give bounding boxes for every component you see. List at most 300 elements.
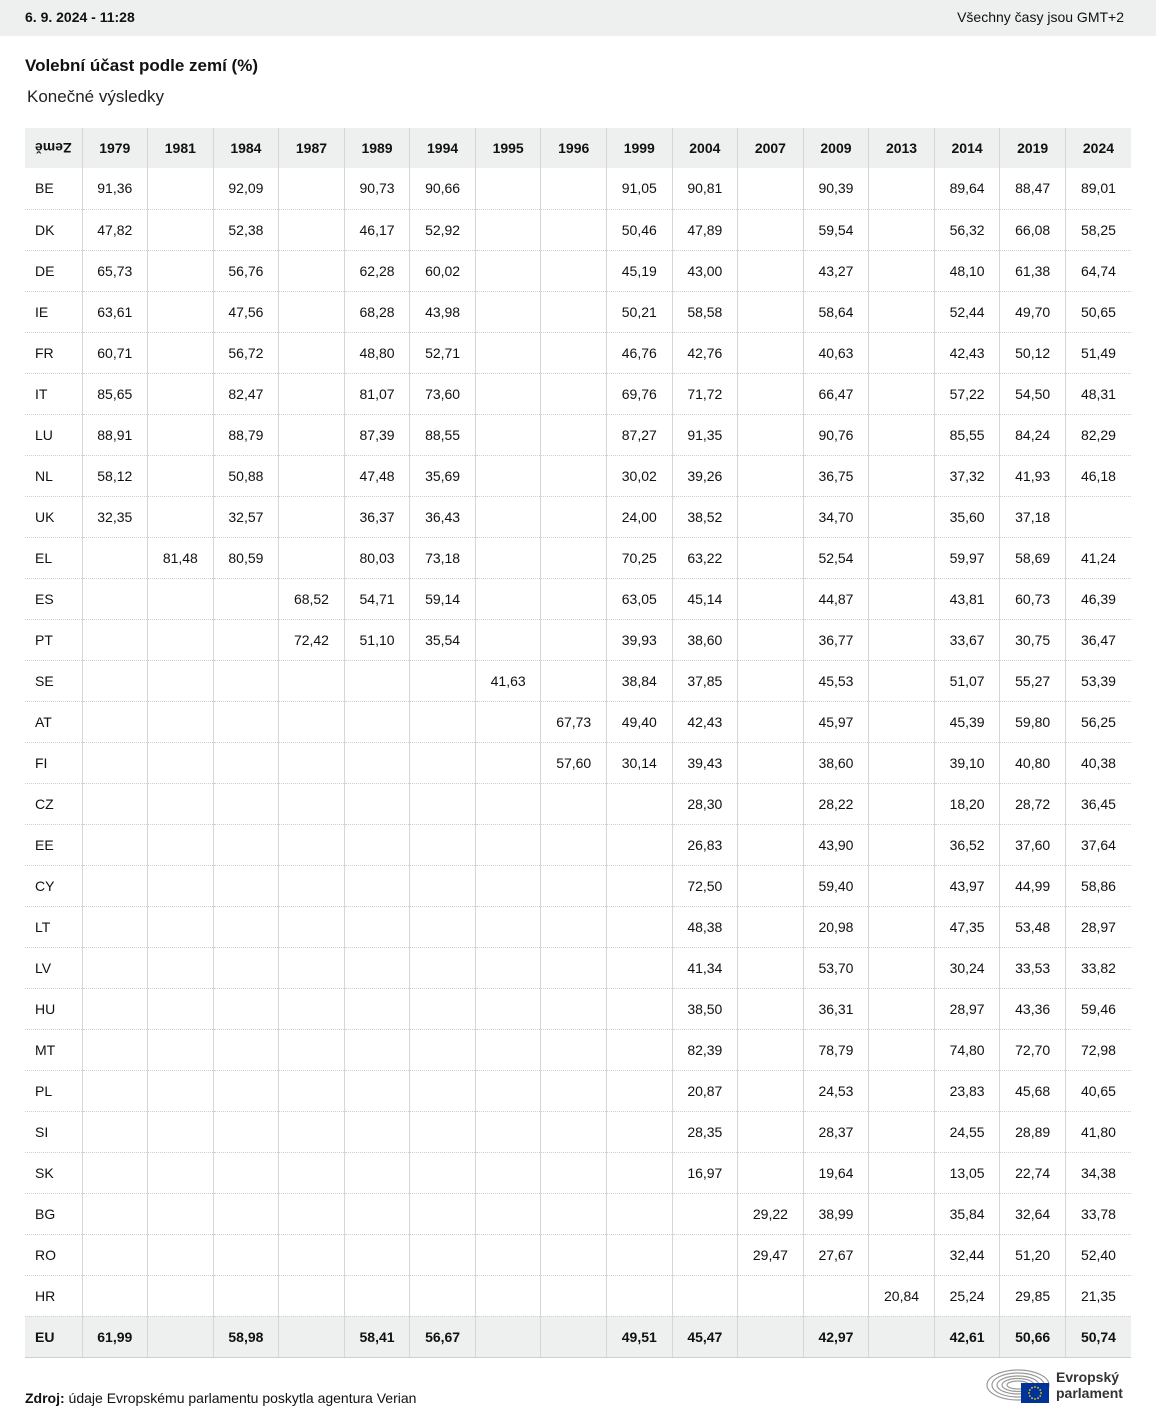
- turnout-cell: 49,40: [607, 701, 673, 742]
- turnout-cell: 82,39: [672, 1029, 738, 1070]
- turnout-cell: [541, 783, 607, 824]
- turnout-cell: 39,10: [934, 742, 1000, 783]
- turnout-cell: [279, 168, 345, 209]
- turnout-cell: [869, 1234, 935, 1275]
- turnout-cell: 37,85: [672, 660, 738, 701]
- turnout-cell: 90,66: [410, 168, 476, 209]
- country-code: EE: [25, 824, 82, 865]
- turnout-cell: [148, 1316, 214, 1357]
- turnout-cell: [607, 865, 673, 906]
- turnout-cell: [279, 414, 345, 455]
- turnout-cell: 33,82: [1065, 947, 1131, 988]
- turnout-cell: [344, 1193, 410, 1234]
- turnout-cell: [279, 865, 345, 906]
- turnout-cell: [738, 578, 804, 619]
- turnout-cell: 87,27: [607, 414, 673, 455]
- turnout-cell: 61,38: [1000, 250, 1066, 291]
- turnout-cell: 28,22: [803, 783, 869, 824]
- turnout-cell: 38,60: [803, 742, 869, 783]
- turnout-cell: [738, 947, 804, 988]
- country-code: ES: [25, 578, 82, 619]
- turnout-cell: 88,47: [1000, 168, 1066, 209]
- column-header-year: 1989: [344, 128, 410, 168]
- turnout-cell: [213, 701, 279, 742]
- turnout-cell: 56,32: [934, 209, 1000, 250]
- turnout-cell: [344, 1070, 410, 1111]
- turnout-cell: [344, 1029, 410, 1070]
- turnout-cell: 49,51: [607, 1316, 673, 1357]
- country-code: EL: [25, 537, 82, 578]
- turnout-cell: [82, 537, 148, 578]
- turnout-cell: [475, 1111, 541, 1152]
- turnout-cell: [344, 1111, 410, 1152]
- turnout-cell: 50,74: [1065, 1316, 1131, 1357]
- turnout-cell: [869, 250, 935, 291]
- turnout-cell: 25,24: [934, 1275, 1000, 1316]
- turnout-cell: [213, 1234, 279, 1275]
- turnout-cell: [607, 1275, 673, 1316]
- turnout-cell: [148, 1070, 214, 1111]
- turnout-cell: 40,63: [803, 332, 869, 373]
- turnout-cell: [148, 414, 214, 455]
- turnout-cell: [869, 1152, 935, 1193]
- turnout-cell: [410, 1234, 476, 1275]
- turnout-cell: 41,34: [672, 947, 738, 988]
- turnout-cell: [541, 1070, 607, 1111]
- turnout-cell: 32,57: [213, 496, 279, 537]
- turnout-cell: 89,64: [934, 168, 1000, 209]
- turnout-cell: 72,42: [279, 619, 345, 660]
- turnout-cell: [213, 578, 279, 619]
- turnout-cell: [82, 578, 148, 619]
- turnout-cell: [541, 906, 607, 947]
- turnout-cell: [410, 824, 476, 865]
- turnout-cell: 52,40: [1065, 1234, 1131, 1275]
- turnout-cell: 36,52: [934, 824, 1000, 865]
- turnout-cell: 57,22: [934, 373, 1000, 414]
- turnout-cell: [279, 332, 345, 373]
- turnout-cell: 43,36: [1000, 988, 1066, 1029]
- turnout-cell: [475, 865, 541, 906]
- turnout-cell: [475, 414, 541, 455]
- turnout-cell: [148, 373, 214, 414]
- table-row: [25, 1193, 1131, 1234]
- column-header-year: 1981: [148, 128, 214, 168]
- turnout-cell: 24,53: [803, 1070, 869, 1111]
- turnout-cell: 20,84: [869, 1275, 935, 1316]
- turnout-cell: [541, 291, 607, 332]
- table-row: [25, 332, 1131, 373]
- turnout-cell: [475, 824, 541, 865]
- turnout-cell: 28,97: [1065, 906, 1131, 947]
- turnout-cell: 58,41: [344, 1316, 410, 1357]
- table-row: [25, 824, 1131, 865]
- column-header-year: 1994: [410, 128, 476, 168]
- turnout-cell: [344, 701, 410, 742]
- turnout-cell: 35,54: [410, 619, 476, 660]
- turnout-cell: 42,43: [934, 332, 1000, 373]
- country-code: FR: [25, 332, 82, 373]
- turnout-cell: [279, 496, 345, 537]
- turnout-cell: 37,18: [1000, 496, 1066, 537]
- turnout-cell: 37,64: [1065, 824, 1131, 865]
- turnout-cell: [738, 783, 804, 824]
- column-header-year: 2014: [934, 128, 1000, 168]
- turnout-cell: 43,90: [803, 824, 869, 865]
- turnout-cell: 88,55: [410, 414, 476, 455]
- column-header-year: 1999: [607, 128, 673, 168]
- page-title: Volební účast podle zemí (%): [25, 56, 258, 75]
- flag-star-icon: [1037, 1397, 1039, 1399]
- turnout-cell: 45,53: [803, 660, 869, 701]
- page-subtitle: Konečné výsledky: [27, 87, 165, 106]
- turnout-cell: 49,70: [1000, 291, 1066, 332]
- turnout-cell: [82, 1275, 148, 1316]
- turnout-cell: 45,14: [672, 578, 738, 619]
- turnout-cell: 70,25: [607, 537, 673, 578]
- turnout-cell: 80,03: [344, 537, 410, 578]
- turnout-cell: 58,86: [1065, 865, 1131, 906]
- turnout-cell: 51,10: [344, 619, 410, 660]
- turnout-cell: [738, 988, 804, 1029]
- turnout-cell: [82, 1070, 148, 1111]
- turnout-cell: [148, 578, 214, 619]
- table-row: [25, 168, 1131, 209]
- turnout-cell: 36,75: [803, 455, 869, 496]
- table-row: [25, 865, 1131, 906]
- turnout-cell: 81,07: [344, 373, 410, 414]
- turnout-cell: [541, 578, 607, 619]
- turnout-cell: [410, 1275, 476, 1316]
- turnout-cell: [279, 783, 345, 824]
- turnout-cell: 28,35: [672, 1111, 738, 1152]
- turnout-cell: [541, 537, 607, 578]
- turnout-cell: 47,82: [82, 209, 148, 250]
- turnout-cell: 42,97: [803, 1316, 869, 1357]
- turnout-cell: 40,80: [1000, 742, 1066, 783]
- turnout-cell: [738, 1029, 804, 1070]
- turnout-cell: 16,97: [672, 1152, 738, 1193]
- country-code: DE: [25, 250, 82, 291]
- turnout-cell: [213, 619, 279, 660]
- turnout-cell: [82, 619, 148, 660]
- turnout-cell: 50,46: [607, 209, 673, 250]
- flag-star-icon: [1040, 1392, 1042, 1394]
- turnout-cell: [738, 291, 804, 332]
- turnout-cell: [475, 1152, 541, 1193]
- turnout-cell: 59,46: [1065, 988, 1131, 1029]
- turnout-cell: [82, 742, 148, 783]
- column-header-year: 1987: [279, 128, 345, 168]
- turnout-cell: [213, 906, 279, 947]
- turnout-cell: 91,05: [607, 168, 673, 209]
- turnout-cell: [738, 168, 804, 209]
- turnout-cell: 52,54: [803, 537, 869, 578]
- turnout-cell: [869, 660, 935, 701]
- turnout-cell: [148, 701, 214, 742]
- turnout-cell: 42,76: [672, 332, 738, 373]
- turnout-cell: [869, 168, 935, 209]
- turnout-cell: 47,35: [934, 906, 1000, 947]
- turnout-cell: [279, 988, 345, 1029]
- turnout-cell: [213, 947, 279, 988]
- turnout-cell: [344, 660, 410, 701]
- turnout-cell: [869, 742, 935, 783]
- turnout-cell: 47,89: [672, 209, 738, 250]
- turnout-cell: 30,24: [934, 947, 1000, 988]
- turnout-cell: [148, 783, 214, 824]
- turnout-cell: [869, 783, 935, 824]
- turnout-cell: [738, 455, 804, 496]
- turnout-cell: [541, 414, 607, 455]
- turnout-cell: 28,30: [672, 783, 738, 824]
- turnout-cell: 46,76: [607, 332, 673, 373]
- turnout-cell: [475, 1193, 541, 1234]
- source-label: Zdroj:: [25, 1390, 65, 1406]
- country-code: LU: [25, 414, 82, 455]
- turnout-cell: [213, 1070, 279, 1111]
- turnout-cell: [541, 947, 607, 988]
- turnout-cell: [148, 1029, 214, 1070]
- turnout-cell: 35,69: [410, 455, 476, 496]
- turnout-cell: 13,05: [934, 1152, 1000, 1193]
- turnout-cell: [213, 742, 279, 783]
- turnout-cell: 26,83: [672, 824, 738, 865]
- turnout-cell: 56,76: [213, 250, 279, 291]
- turnout-cell: [541, 373, 607, 414]
- turnout-cell: [541, 332, 607, 373]
- country-code: HR: [25, 1275, 82, 1316]
- turnout-cell: 68,28: [344, 291, 410, 332]
- turnout-cell: [738, 906, 804, 947]
- turnout-cell: [869, 1316, 935, 1357]
- turnout-cell: 54,71: [344, 578, 410, 619]
- turnout-cell: 53,39: [1065, 660, 1131, 701]
- turnout-cell: 66,08: [1000, 209, 1066, 250]
- flag-star-icon: [1031, 1397, 1033, 1399]
- turnout-cell: [475, 291, 541, 332]
- turnout-cell: [607, 1111, 673, 1152]
- turnout-cell: 40,65: [1065, 1070, 1131, 1111]
- turnout-cell: [869, 291, 935, 332]
- turnout-cell: 34,70: [803, 496, 869, 537]
- turnout-cell: 91,35: [672, 414, 738, 455]
- turnout-cell: [344, 988, 410, 1029]
- turnout-cell: [148, 947, 214, 988]
- turnout-cell: [738, 496, 804, 537]
- turnout-cell: [148, 1152, 214, 1193]
- turnout-cell: [738, 742, 804, 783]
- flag-star-icon: [1034, 1386, 1036, 1388]
- turnout-cell: 28,72: [1000, 783, 1066, 824]
- table-row: [25, 619, 1131, 660]
- turnout-cell: [475, 578, 541, 619]
- turnout-cell: [738, 332, 804, 373]
- table-body: [25, 168, 1131, 1357]
- turnout-cell: [410, 701, 476, 742]
- country-code: EU: [25, 1316, 82, 1357]
- turnout-cell: 50,12: [1000, 332, 1066, 373]
- turnout-cell: [869, 209, 935, 250]
- turnout-cell: 73,18: [410, 537, 476, 578]
- country-code: CZ: [25, 783, 82, 824]
- turnout-cell: 72,98: [1065, 1029, 1131, 1070]
- turnout-cell: 33,78: [1065, 1193, 1131, 1234]
- turnout-cell: [738, 824, 804, 865]
- turnout-cell: 82,47: [213, 373, 279, 414]
- table-row: [25, 209, 1131, 250]
- table-row: [25, 1029, 1131, 1070]
- turnout-cell: [213, 660, 279, 701]
- turnout-cell: [148, 619, 214, 660]
- turnout-cell: [475, 332, 541, 373]
- turnout-cell: [738, 701, 804, 742]
- country-code: NL: [25, 455, 82, 496]
- table-header-row: [25, 128, 1131, 168]
- turnout-cell: 40,38: [1065, 742, 1131, 783]
- turnout-cell: [148, 1234, 214, 1275]
- country-code: FI: [25, 742, 82, 783]
- turnout-cell: 53,48: [1000, 906, 1066, 947]
- turnout-cell: [607, 1029, 673, 1070]
- turnout-cell: [213, 1152, 279, 1193]
- top-bar: [0, 0, 1156, 36]
- turnout-cell: [475, 742, 541, 783]
- turnout-cell: [213, 865, 279, 906]
- table-row: [25, 578, 1131, 619]
- turnout-cell: 45,47: [672, 1316, 738, 1357]
- turnout-cell: 62,28: [344, 250, 410, 291]
- turnout-cell: 90,81: [672, 168, 738, 209]
- country-code: UK: [25, 496, 82, 537]
- turnout-cell: 60,73: [1000, 578, 1066, 619]
- turnout-cell: [279, 701, 345, 742]
- flag-star-icon: [1039, 1395, 1041, 1397]
- turnout-cell: 50,66: [1000, 1316, 1066, 1357]
- turnout-cell: [541, 1029, 607, 1070]
- turnout-cell: 60,71: [82, 332, 148, 373]
- table-row: [25, 455, 1131, 496]
- turnout-cell: 84,24: [1000, 414, 1066, 455]
- turnout-cell: 45,39: [934, 701, 1000, 742]
- column-header-year: 2024: [1065, 128, 1131, 168]
- turnout-cell: 30,75: [1000, 619, 1066, 660]
- turnout-cell: [475, 373, 541, 414]
- table-row: [25, 906, 1131, 947]
- turnout-cell: [82, 783, 148, 824]
- turnout-cell: 59,97: [934, 537, 1000, 578]
- turnout-cell: [869, 988, 935, 1029]
- flag-star-icon: [1037, 1387, 1039, 1389]
- turnout-cell: [607, 1193, 673, 1234]
- country-code: LT: [25, 906, 82, 947]
- turnout-cell: [344, 1275, 410, 1316]
- turnout-cell: [213, 783, 279, 824]
- column-header-country: Země: [25, 128, 82, 168]
- turnout-cell: 42,61: [934, 1316, 1000, 1357]
- turnout-cell: [279, 742, 345, 783]
- turnout-cell: [148, 168, 214, 209]
- turnout-cell: [475, 1234, 541, 1275]
- turnout-cell: [607, 783, 673, 824]
- turnout-cell: 55,27: [1000, 660, 1066, 701]
- turnout-cell: 60,02: [410, 250, 476, 291]
- turnout-cell: [410, 742, 476, 783]
- turnout-cell: [213, 824, 279, 865]
- turnout-cell: [410, 1193, 476, 1234]
- turnout-cell: [869, 1029, 935, 1070]
- turnout-cell: 43,98: [410, 291, 476, 332]
- turnout-cell: [738, 537, 804, 578]
- turnout-cell: [672, 1234, 738, 1275]
- turnout-cell: [607, 824, 673, 865]
- turnout-cell: 88,79: [213, 414, 279, 455]
- turnout-cell: 85,55: [934, 414, 1000, 455]
- country-code: LV: [25, 947, 82, 988]
- turnout-cell: [82, 1152, 148, 1193]
- column-header-year: 2009: [803, 128, 869, 168]
- turnout-cell: 46,39: [1065, 578, 1131, 619]
- turnout-cell: 56,72: [213, 332, 279, 373]
- turnout-cell: [410, 865, 476, 906]
- country-code: PT: [25, 619, 82, 660]
- turnout-cell: 36,45: [1065, 783, 1131, 824]
- turnout-cell: [541, 660, 607, 701]
- turnout-cell: [869, 578, 935, 619]
- column-header-year: 1995: [475, 128, 541, 168]
- turnout-cell: [279, 373, 345, 414]
- turnout-cell: 36,77: [803, 619, 869, 660]
- turnout-cell: 50,21: [607, 291, 673, 332]
- turnout-cell: [344, 783, 410, 824]
- turnout-cell: 58,64: [803, 291, 869, 332]
- turnout-cell: [672, 1275, 738, 1316]
- turnout-cell: [607, 1234, 673, 1275]
- turnout-cell: 41,93: [1000, 455, 1066, 496]
- turnout-cell: 82,29: [1065, 414, 1131, 455]
- turnout-cell: 48,80: [344, 332, 410, 373]
- turnout-cell: [869, 455, 935, 496]
- turnout-cell: [148, 824, 214, 865]
- turnout-cell: [541, 1111, 607, 1152]
- turnout-cell: [738, 209, 804, 250]
- turnout-cell: [869, 537, 935, 578]
- turnout-cell: [607, 1152, 673, 1193]
- turnout-cell: [738, 1152, 804, 1193]
- turnout-cell: 38,84: [607, 660, 673, 701]
- turnout-cell: [738, 250, 804, 291]
- turnout-cell: [279, 947, 345, 988]
- turnout-cell: 32,35: [82, 496, 148, 537]
- turnout-cell: [82, 1029, 148, 1070]
- turnout-cell: [279, 1070, 345, 1111]
- turnout-cell: [803, 1275, 869, 1316]
- turnout-table: [25, 128, 1131, 1358]
- turnout-cell: [541, 168, 607, 209]
- turnout-cell: 42,43: [672, 701, 738, 742]
- table-row: [25, 496, 1131, 537]
- turnout-cell: [541, 1316, 607, 1357]
- turnout-cell: 38,50: [672, 988, 738, 1029]
- turnout-cell: [82, 660, 148, 701]
- turnout-cell: [541, 1193, 607, 1234]
- turnout-cell: 59,54: [803, 209, 869, 250]
- turnout-cell: 67,73: [541, 701, 607, 742]
- turnout-cell: 46,18: [1065, 455, 1131, 496]
- table-row: [25, 742, 1131, 783]
- turnout-cell: 37,60: [1000, 824, 1066, 865]
- turnout-cell: 38,99: [803, 1193, 869, 1234]
